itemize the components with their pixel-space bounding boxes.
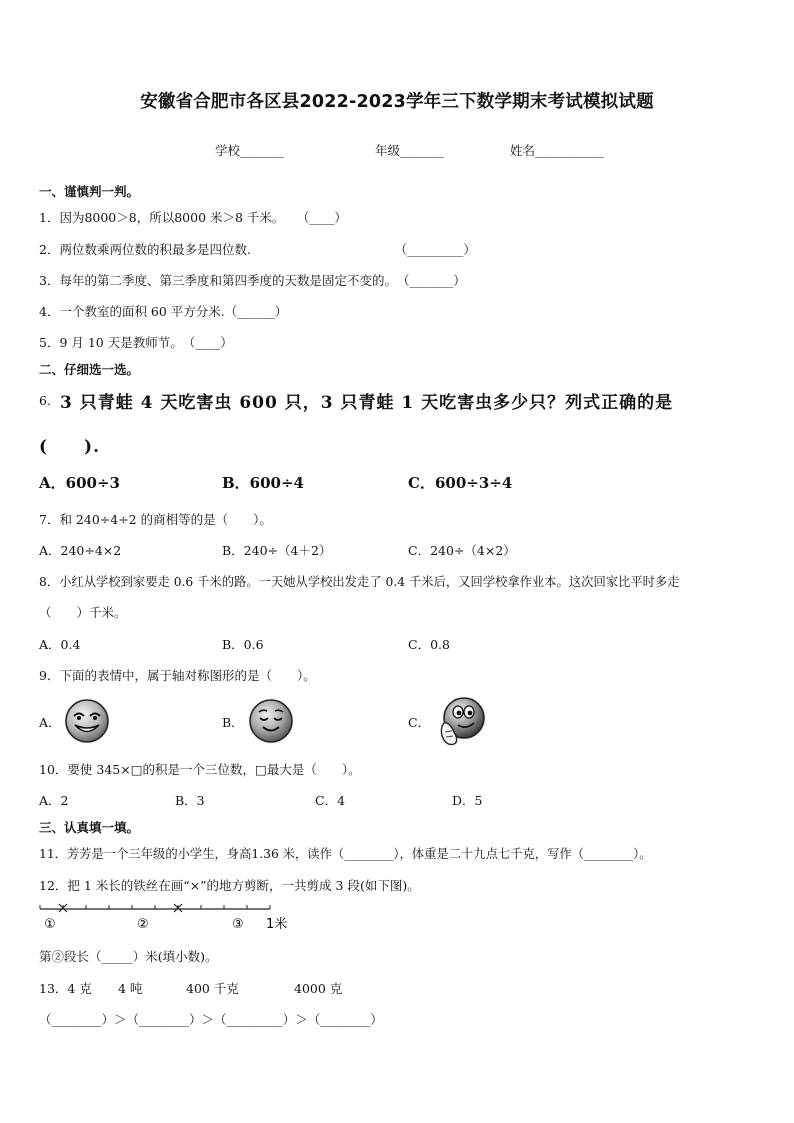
question-8-option-a: A．0.4 xyxy=(39,637,81,652)
segment-3-label: ③ xyxy=(232,917,244,932)
question-6-line2: ( ). xyxy=(39,437,101,457)
question-6-option-a: A．600÷3 xyxy=(39,474,120,492)
question-10: 10．要使 345×□的积是一个三位数，□最大是（ ）。 xyxy=(39,762,361,777)
question-4: 4．一个教室的面积 60 平方分米.（______） xyxy=(39,304,288,319)
question-6-option-c: C．600÷3÷4 xyxy=(408,474,513,492)
question-8-option-b: B．0.6 xyxy=(222,637,264,652)
question-7-option-b: B．240÷（4＋2） xyxy=(222,543,332,558)
thinking-face-icon xyxy=(436,696,488,748)
page-title: 安徽省合肥市各区县2022-2023学年三下数学期末考试模拟试题 xyxy=(140,92,654,112)
smirking-face-icon xyxy=(64,698,110,744)
question-1: 1．因为8000＞8，所以8000 米＞8 千米。 （____） xyxy=(39,210,347,225)
question-13-item-c: 400 千克 xyxy=(186,981,239,996)
question-8-line1: 8．小红从学校到家要走 0.6 千米的路。一天她从学校出发走了 0.4 千米后，又回学校拿作业本。这次回家比平时多走 xyxy=(39,575,680,589)
ruler-end-label: 1米 xyxy=(266,917,288,932)
question-7: 7．和 240÷4÷2 的商相等的是（ ）。 xyxy=(39,512,272,527)
question-7-option-c: C．240÷（4×2） xyxy=(408,543,516,558)
question-13-label: 13．4 克 xyxy=(39,981,92,996)
section-1-heading: 一、谨慎判一判。 xyxy=(39,184,140,199)
section-3-heading: 三、认真填一填。 xyxy=(39,820,140,835)
question-9-option-b: B． xyxy=(222,715,244,730)
question-5: 5．9 月 10 天是教师节。 （____） xyxy=(39,335,233,350)
question-11: 11．芳芳是一个三年级的小学生，身高1.36 米，读作（________），体重是二十九点七千克，写作（________）。 xyxy=(39,847,652,861)
name-field[interactable]: 姓名___________ xyxy=(510,143,604,158)
question-10-option-a: A．2 xyxy=(39,793,69,808)
question-7-option-a: A．240÷4×2 xyxy=(39,543,122,558)
question-3: 3．每年的第二季度、第三季度和第四季度的天数是固定不变的。 （_______） xyxy=(39,273,466,288)
wire-ruler-diagram xyxy=(36,900,296,932)
question-6-number: 6. xyxy=(39,393,51,408)
question-8-line2: （ ）千米。 xyxy=(39,605,127,620)
question-9-option-c: C． xyxy=(408,715,431,730)
question-13-item-d: 4000 克 xyxy=(294,981,343,996)
question-10-option-d: D．5 xyxy=(452,793,483,808)
question-13-blanks[interactable]: （________）＞（________）＞（_________）＞（________） xyxy=(39,1012,383,1027)
question-2: 2．两位数乘两位数的积最多是四位数. （_________） xyxy=(39,242,476,257)
question-10-option-c: C．4 xyxy=(315,793,346,808)
question-9: 9．下面的表情中，属于轴对称图形的是（ ）。 xyxy=(39,668,316,683)
ruler-ticks xyxy=(40,904,270,912)
question-6-line1: 3 只青蛙 4 天吃害虫 600 只，3 只青蛙 1 天吃害虫多少只？列式正确的是 xyxy=(60,393,674,413)
question-8-option-c: C．0.8 xyxy=(408,637,450,652)
section-2-heading: 二、仔细选一选。 xyxy=(39,362,140,377)
question-12: 12．把 1 米长的铁丝在画“×”的地方剪断，一共剪成 3 段(如下图)。 xyxy=(39,878,420,893)
school-field[interactable]: 学校_______ xyxy=(215,143,284,158)
question-10-option-b: B．3 xyxy=(175,793,205,808)
question-9-option-a: A． xyxy=(39,715,61,730)
segment-1-label: ① xyxy=(44,917,56,932)
question-13-item-b: 4 吨 xyxy=(118,981,143,996)
segment-2-label: ② xyxy=(137,917,149,932)
question-6-option-b: B．600÷4 xyxy=(222,474,304,492)
smiling-face-icon xyxy=(248,698,294,744)
question-12-sub: 第②段长（_____）米(填小数)。 xyxy=(39,949,218,964)
grade-field[interactable]: 年级_______ xyxy=(375,143,444,158)
